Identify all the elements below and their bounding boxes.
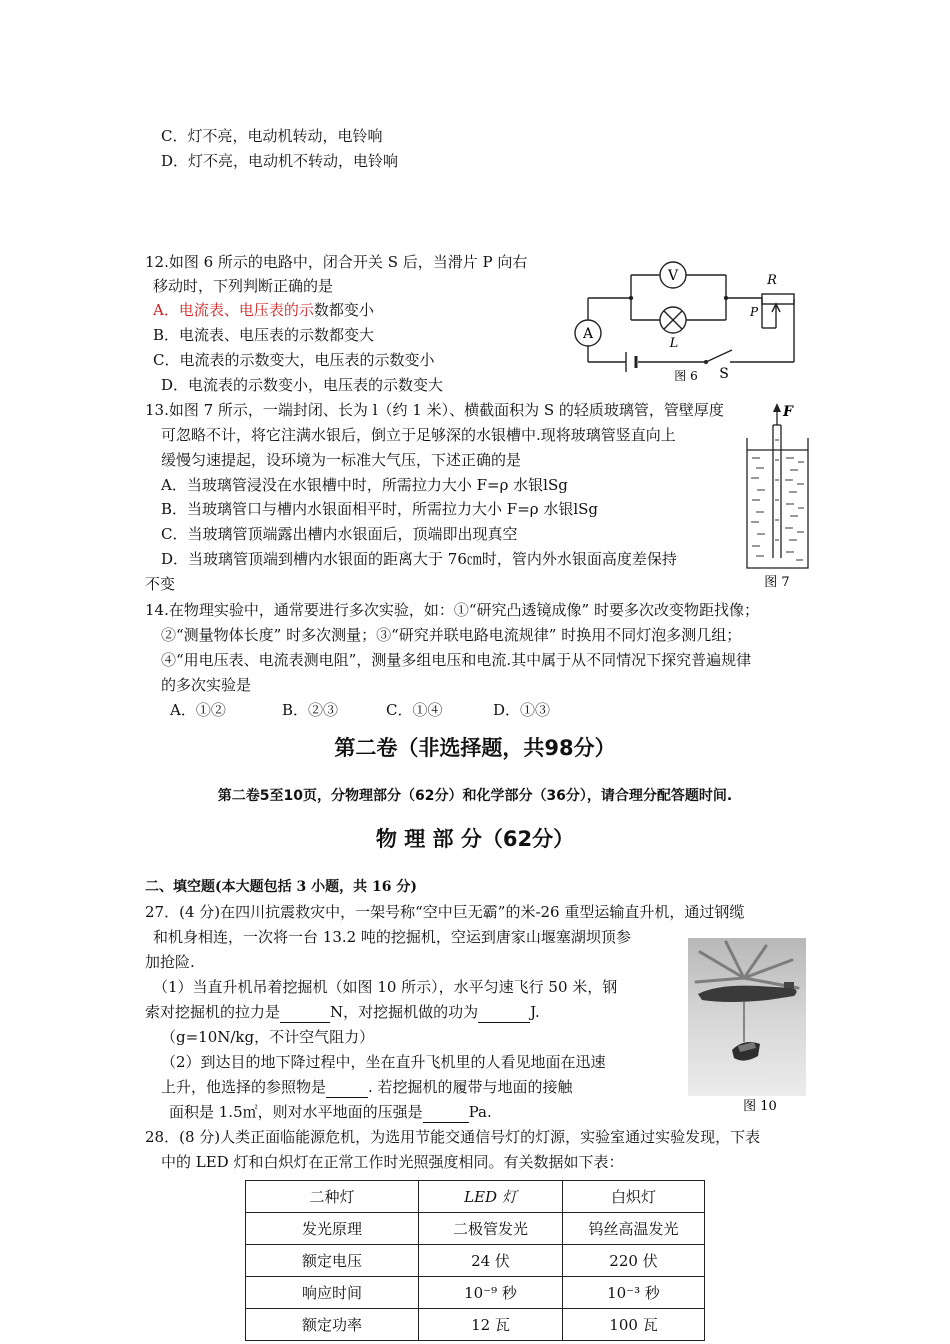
q14-option-b: B．②③ <box>282 701 339 719</box>
q12-option-a <box>153 300 374 320</box>
table-header-row <box>246 1181 705 1213</box>
table-cell: 额定电压 <box>246 1245 419 1277</box>
q27-part2-text-c: 面积是 1.5㎡，则对水平地面的压强是 <box>169 1103 423 1121</box>
q27-line1: 27．(4 分)在四川抗震救灾中，一架号称“空中巨无霸”的米-26 重型运输直升机，通过钢缆 <box>145 903 745 921</box>
physics-title: 物 理 部 分（62分） <box>375 827 575 851</box>
q27-blank-work[interactable] <box>478 1002 530 1023</box>
q12-option-d: D．电流表的示数变小，电压表的示数变大 <box>161 376 444 394</box>
q27-part2-line3 <box>169 1102 492 1123</box>
q27-part2-line2 <box>161 1077 573 1098</box>
table-cell: 220 伏 <box>563 1245 705 1277</box>
q14-option-c: C．①④ <box>386 701 443 719</box>
q27-part1-line1: （1）当直升机吊着挖掘机（如图 10 所示），水平匀速飞行 50 米，钢 <box>153 978 618 996</box>
q28-line1: 28．(8 分)人类正面临能源危机，为选用节能交通信号灯的灯源，实验室通过实验发现，下表 <box>145 1128 761 1146</box>
fig6-caption: 图 6 <box>674 369 698 383</box>
q27-part1-text-c: J. <box>530 1003 540 1021</box>
switch-label: S <box>719 366 729 382</box>
q13-option-b: B．当玻璃管口与槽内水银面相平时，所需拉力大小 F=ρ 水银lSg <box>161 500 599 518</box>
q14-option-d: D．①③ <box>493 701 551 719</box>
q13-line3: 缓慢匀速提起，设环境为一标准大气压，下述正确的是 <box>161 451 522 469</box>
q14-line2: ②“测量物体长度” 时多次测量；③“研究并联电路电流规律” 时换用不同灯泡多测几组； <box>161 626 742 644</box>
q14-line1: 14.在物理实验中，通常要进行多次实验，如：①“研究凸透镜成像” 时要多次改变物距找像； <box>145 601 759 619</box>
slider-label: P <box>749 305 759 319</box>
table-row <box>246 1277 705 1309</box>
q13-option-a: A．当玻璃管浸没在水银槽中时，所需拉力大小 F=ρ 水银lSg <box>161 476 568 494</box>
q13-option-d-line1: D．当玻璃管顶端到槽内水银面的距离大于 76㎝时，管内外水银面高度差保持 <box>161 550 677 568</box>
q13-option-d-line2: 不变 <box>145 575 176 593</box>
q11-option-c: C．灯不亮，电动机转动，电铃响 <box>161 127 383 145</box>
q27-part2-text-d: Pa. <box>468 1103 492 1121</box>
q27-blank-force[interactable] <box>280 1002 330 1023</box>
circuit-diagram-fig6 <box>568 258 808 388</box>
q13-line1: 13.如图 7 所示，一端封闭、长为 l（约 1 米）、横截面积为 S 的轻质玻璃管，管壁厚度 <box>145 401 724 419</box>
q27-blank-reference[interactable] <box>326 1077 368 1098</box>
q28-line2: 中的 LED 灯和白炽灯在正常工作时光照强度相同。有关数据如下表： <box>161 1153 624 1171</box>
q27-part2-line1: （2）到达目的地下降过程中，坐在直升飞机里的人看见地面在迅速 <box>161 1053 606 1071</box>
q27-part1-line2 <box>145 1002 540 1023</box>
section2-title: 二、填空题(本大题包括 3 小题，共 16 分) <box>145 879 417 895</box>
mercury-tube-fig7 <box>740 400 815 595</box>
q13-line2: 可忽略不计，将它注满水银后，倒立于足够深的水银槽中.现将玻璃管竖直向上 <box>161 426 676 444</box>
table-cell: 10⁻³ 秒 <box>563 1277 705 1309</box>
lamp-label: L <box>669 336 679 351</box>
rheostat-label: R <box>767 273 777 288</box>
q12-option-a-rest: 数都变小 <box>313 301 374 319</box>
table-cell: 24 伏 <box>419 1245 563 1277</box>
voltmeter-label: V <box>667 268 679 284</box>
q27-part1-text-a: 索对挖掘机的拉力是 <box>145 1003 281 1021</box>
q14-line3: ④“用电压表、电流表测电阻”，测量多组电压和电流.其中属于从不同情况下探究普遍规律 <box>161 651 752 669</box>
q27-part1-line3: （g=10N/kg，不计空气阻力） <box>161 1028 375 1046</box>
ammeter-label: A <box>582 326 594 342</box>
q12-option-c: C．电流表的示数变大，电压表的示数变小 <box>153 351 435 369</box>
fig7-caption: 图 7 <box>764 575 790 590</box>
table-row <box>246 1309 705 1341</box>
q12-stem-line1: 12.如图 6 所示的电路中，闭合开关 S 后，当滑片 P 向右 <box>145 253 528 271</box>
table-header-cell: 白炽灯 <box>563 1181 705 1213</box>
q11-option-d: D．灯不亮，电动机不转动，电铃响 <box>161 152 399 170</box>
table-cell: 12 瓦 <box>419 1309 563 1341</box>
q27-part1-text-b: N，对挖掘机做的功为 <box>330 1003 479 1021</box>
q12-stem-line2: 移动时，下列判断正确的是 <box>153 277 334 295</box>
table-cell: 响应时间 <box>246 1277 419 1309</box>
table-cell: 10⁻⁹ 秒 <box>419 1277 563 1309</box>
table-row <box>246 1245 705 1277</box>
table-cell: 发光原理 <box>246 1213 419 1245</box>
q14-option-a: A．①② <box>170 701 226 719</box>
table-cell: 二极管发光 <box>419 1213 563 1245</box>
q27-line2: 和机身相连，一次将一台 13.2 吨的挖掘机，空运到唐家山堰塞湖坝顶参 <box>153 928 631 946</box>
table-header-cell: 二种灯 <box>246 1181 419 1213</box>
helicopter-photo-fig10 <box>688 938 806 1118</box>
q27-part2-text-b: . 若挖掘机的履带与地面的接触 <box>368 1078 573 1096</box>
fig10-caption: 图 10 <box>743 1099 777 1114</box>
table-row <box>246 1213 705 1245</box>
lamp-comparison-table <box>245 1180 705 1341</box>
table-cell: 100 瓦 <box>563 1309 705 1341</box>
q27-part2-text-a: 上升，他选择的参照物是 <box>161 1078 327 1096</box>
q14-line4: 的多次实验是 <box>161 676 252 694</box>
table-cell: 钨丝高温发光 <box>563 1213 705 1245</box>
q13-option-c: C．当玻璃管顶端露出槽内水银面后，顶端即出现真空 <box>161 525 518 543</box>
force-label: F <box>783 404 793 420</box>
q27-line3: 加抢险. <box>145 953 195 971</box>
part2-note: 第二卷5至10页，分物理部分（62分）和化学部分（36分），请合理分配答题时间. <box>217 788 733 804</box>
part2-title: 第二卷（非选择题，共98分） <box>334 736 616 760</box>
q12-option-b: B．电流表、电压表的示数都变大 <box>153 326 375 344</box>
table-cell: 额定功率 <box>246 1309 419 1341</box>
table-header-cell: LED 灯 <box>419 1181 563 1213</box>
q12-option-a-highlight: A．电流表、电压表的示 <box>153 301 314 319</box>
q27-blank-pressure[interactable] <box>423 1102 469 1123</box>
